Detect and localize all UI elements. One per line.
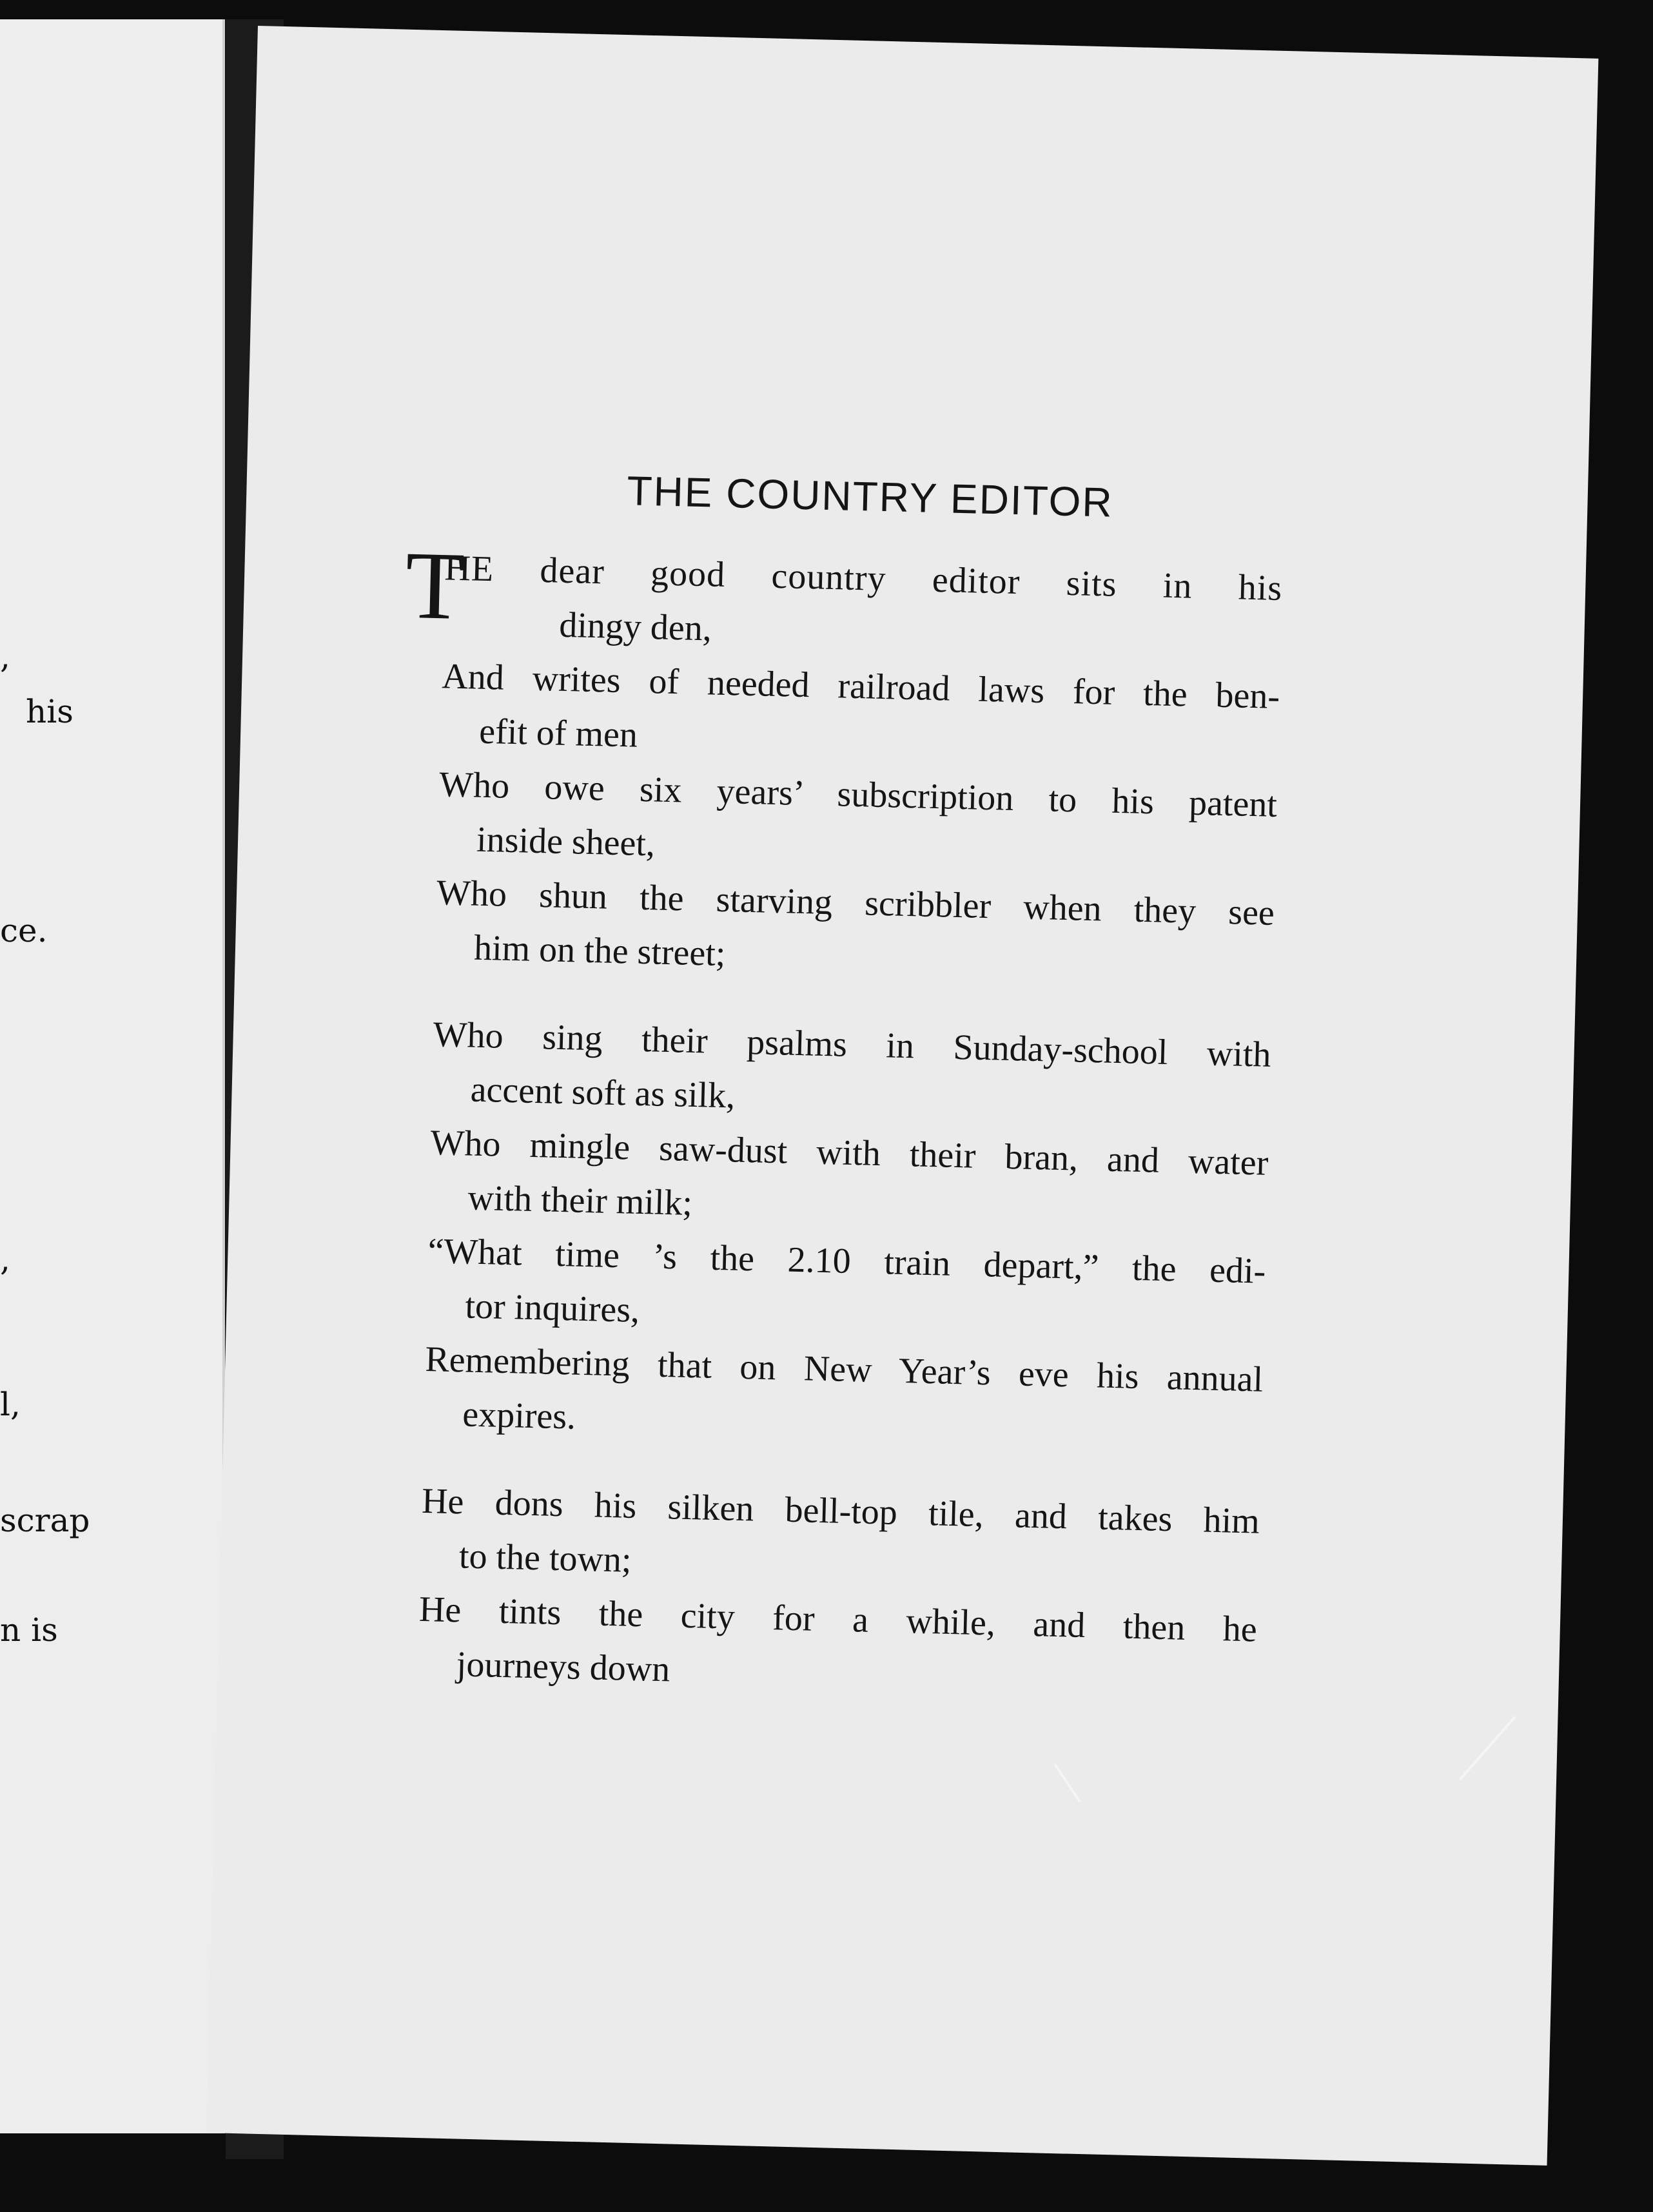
poem-line-continuation: expires. xyxy=(462,1394,576,1437)
drop-cap: T xyxy=(404,531,466,641)
poem-line-continuation: efit of men xyxy=(478,711,638,755)
stanza xyxy=(417,1474,1260,1711)
poem-line-continuation: to the town; xyxy=(458,1536,632,1580)
left-page-fragment: scrap xyxy=(0,1502,90,1539)
left-page-fragment: , xyxy=(0,1241,10,1278)
left-page-fragment: his xyxy=(26,693,73,730)
poem-line: Who sing their psalms in Sunday-school with xyxy=(433,1014,1272,1075)
poem-line-text: HE dear good country editor sits in his xyxy=(444,548,1283,609)
poem-line-continuation: him on the street; xyxy=(473,927,727,975)
poem-line: Remembering that on New Year’s eve his annual xyxy=(424,1339,1264,1400)
stanza xyxy=(404,531,1283,994)
poem-line-continuation: tor inquires, xyxy=(464,1286,640,1331)
poem-line: Who owe six years’ subscription to his patent xyxy=(438,764,1278,825)
poem-line-continuation: with their milk; xyxy=(467,1178,693,1224)
left-page-fragment: l, xyxy=(0,1386,21,1423)
poem-title: THE COUNTRY EDITOR xyxy=(626,467,1114,526)
poem-line: “What time ’s the 2.10 train depart,” the edi- xyxy=(427,1231,1267,1292)
poem-line: Who mingle saw-dust with their bran, and water xyxy=(429,1123,1269,1183)
paper-crease xyxy=(1459,1716,1516,1780)
poem-line: Who shun the starving scribbler when they see xyxy=(436,873,1275,933)
poem-line-continuation: journeys down xyxy=(456,1644,670,1690)
poem-line-continuation: inside sheet, xyxy=(476,819,656,864)
poem-line: He dons his silken bell-top tile, and takes him xyxy=(421,1480,1260,1542)
left-page-fragment: , xyxy=(0,638,10,675)
poem-line: And writes of needed railroad laws for the ben- xyxy=(441,656,1280,717)
poem xyxy=(404,462,1285,1744)
poem-line-continuation: accent soft as silk, xyxy=(470,1069,736,1116)
paper-crease xyxy=(1054,1763,1081,1803)
right-page xyxy=(206,26,1598,2166)
left-page-fragment: n is xyxy=(0,1611,58,1649)
poem-line: He tints the city for a while, and then he xyxy=(418,1589,1258,1650)
stanza xyxy=(423,1007,1271,1461)
left-page xyxy=(0,19,225,2133)
left-page-fragment: ce. xyxy=(0,912,48,949)
poem-line-continuation: dingy den, xyxy=(558,605,712,649)
